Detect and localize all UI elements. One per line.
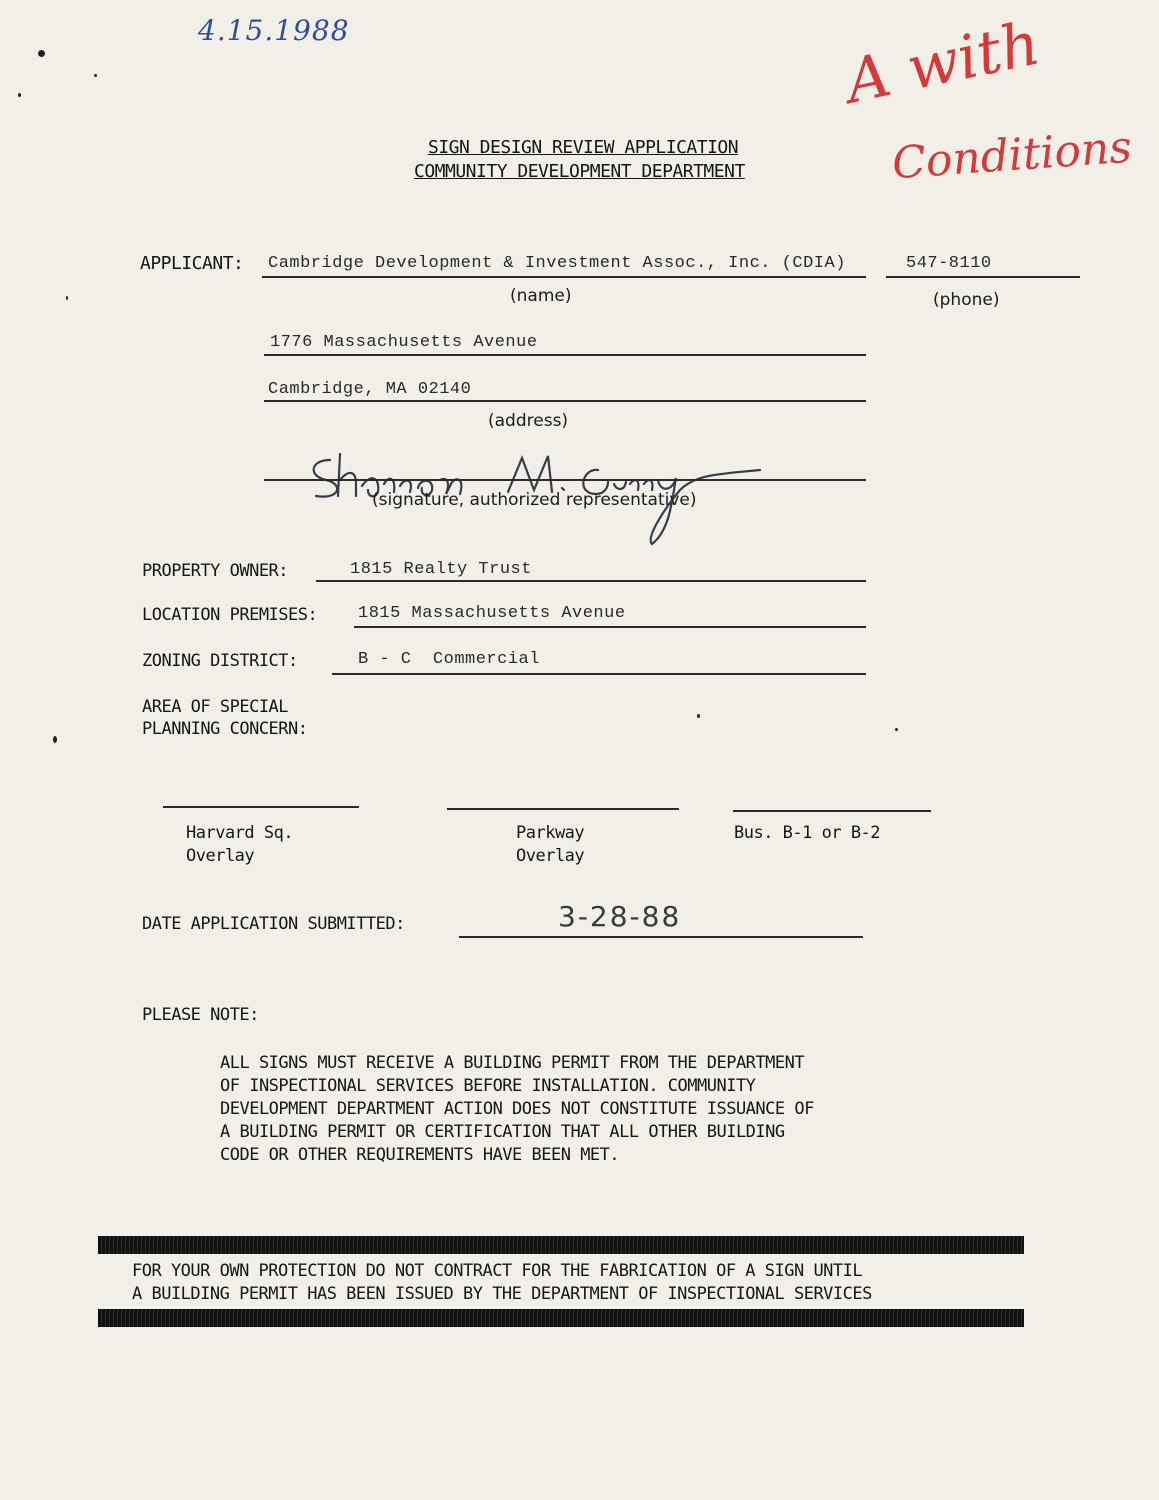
parkway-overlay-label-line2: Overlay (516, 846, 585, 866)
harvard-overlay-label-line2: Overlay (186, 846, 255, 866)
warning-band-top (98, 1236, 1024, 1254)
name-caption: (name) (510, 286, 572, 306)
scan-speck (94, 74, 97, 77)
scan-speck (697, 714, 700, 718)
form-title: SIGN DESIGN REVIEW APPLICATION (428, 137, 739, 158)
address-line1-rule (264, 354, 866, 356)
parkway-overlay-label-line1: Parkway (516, 823, 585, 843)
scan-speck (38, 50, 45, 57)
address-caption: (address) (488, 411, 569, 431)
special-planning-label-line1: AREA OF SPECIAL (142, 697, 289, 717)
harvard-overlay-label-line1: Harvard Sq. (186, 823, 294, 843)
applicant-phone-line (886, 276, 1080, 278)
approval-note-line1: A with (839, 8, 1046, 118)
location-premises-label: LOCATION PREMISES: (142, 605, 318, 625)
date-submitted-line (459, 936, 863, 938)
applicant-phone-value: 547-8110 (906, 254, 992, 273)
property-owner-value: 1815 Realty Trust (350, 560, 532, 579)
date-submitted-value: 3-28-88 (558, 900, 682, 933)
warning-line1: FOR YOUR OWN PROTECTION DO NOT CONTRACT FOR THE FABRICATION OF A SIGN UNTIL (132, 1261, 863, 1281)
form-subtitle: COMMUNITY DEVELOPMENT DEPARTMENT (414, 161, 745, 182)
please-note-body (220, 1052, 814, 1167)
signature-caption: (signature, authorized representative) (372, 490, 697, 510)
approval-note-line2: Conditions (890, 121, 1134, 190)
scan-speck (895, 728, 898, 731)
warning-line2: A BUILDING PERMIT HAS BEEN ISSUED BY THE DEPARTMENT OF INSPECTIONAL SERVICES (132, 1284, 872, 1304)
location-premises-line (354, 626, 866, 628)
applicant-name-value: Cambridge Development & Investment Assoc., Inc. (CDIA) (268, 254, 846, 273)
property-owner-line (316, 580, 866, 582)
scan-speck (66, 296, 68, 300)
business-district-label: Bus. B-1 or B-2 (734, 823, 881, 843)
please-note-line: ALL SIGNS MUST RECEIVE A BUILDING PERMIT FROM THE DEPARTMENT (220, 1053, 805, 1073)
warning-band-bottom (98, 1309, 1024, 1327)
phone-caption: (phone) (933, 290, 1000, 310)
zoning-district-label: ZONING DISTRICT: (142, 651, 298, 671)
scan-speck (53, 736, 57, 743)
applicant-name-line (262, 276, 866, 278)
zoning-district-line (332, 673, 866, 675)
zoning-district-value: B - C Commercial (358, 650, 540, 669)
please-note-line: CODE OR OTHER REQUIREMENTS HAVE BEEN MET. (220, 1145, 620, 1165)
signature-line (264, 479, 866, 481)
address-line2-rule (264, 400, 866, 402)
please-note-label: PLEASE NOTE: (142, 1005, 259, 1025)
applicant-label: APPLICANT: (140, 253, 244, 274)
parkway-overlay-line (447, 808, 679, 810)
property-owner-label: PROPERTY OWNER: (142, 561, 289, 581)
scan-speck (18, 93, 21, 97)
handwritten-date: 4.15.1988 (198, 14, 350, 47)
location-premises-value: 1815 Massachusetts Avenue (358, 604, 626, 623)
address-line2-value: Cambridge, MA 02140 (268, 380, 472, 399)
business-district-line (733, 810, 931, 812)
please-note-line: OF INSPECTIONAL SERVICES BEFORE INSTALLATION. COMMUNITY (220, 1076, 756, 1096)
special-planning-label-line2: PLANNING CONCERN: (142, 719, 308, 739)
please-note-line: DEVELOPMENT DEPARTMENT ACTION DOES NOT CONSTITUTE ISSUANCE OF (220, 1099, 814, 1119)
please-note-line: A BUILDING PERMIT OR CERTIFICATION THAT ALL OTHER BUILDING (220, 1122, 785, 1142)
harvard-overlay-line (163, 806, 359, 808)
address-line1-value: 1776 Massachusetts Avenue (270, 333, 538, 352)
date-submitted-label: DATE APPLICATION SUBMITTED: (142, 914, 405, 934)
